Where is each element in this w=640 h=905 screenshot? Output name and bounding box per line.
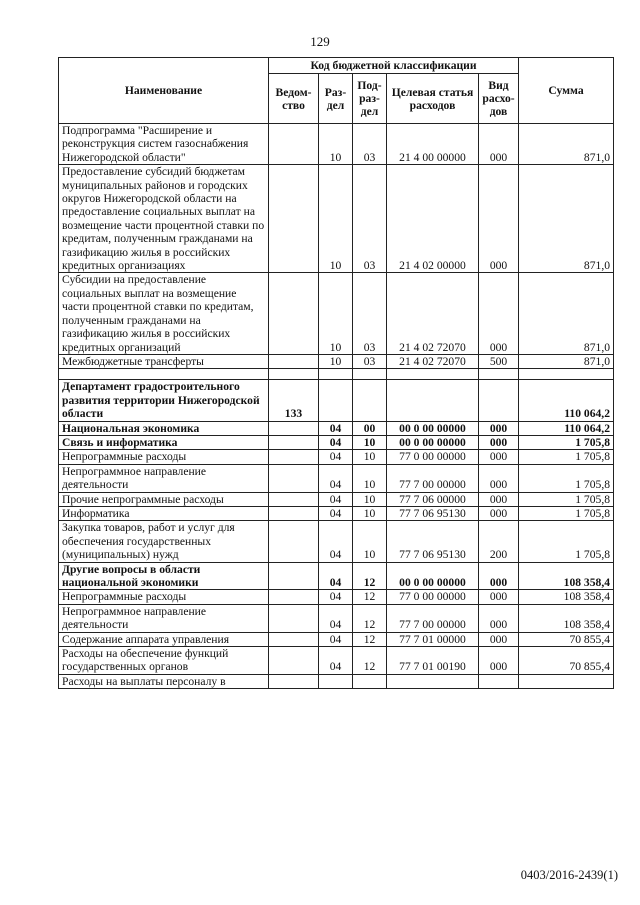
cell-vedomstvo	[269, 506, 319, 520]
cell-vedomstvo	[269, 674, 319, 688]
table-row	[59, 354, 614, 368]
table-row	[59, 435, 614, 449]
spacer-row	[59, 369, 614, 380]
cell-expense-type: 000	[479, 590, 519, 604]
table-row	[59, 464, 614, 492]
header-name: Наименование	[59, 58, 269, 124]
cell-sum: 1 705,8	[519, 464, 614, 492]
cell-podrazdel: 12	[353, 647, 387, 675]
cell-target-article: 00 0 00 00000	[387, 562, 479, 590]
cell-podrazdel: 12	[353, 590, 387, 604]
cell-sum: 70 855,4	[519, 647, 614, 675]
table-row	[59, 632, 614, 646]
cell-target-article: 21 4 02 00000	[387, 165, 479, 273]
cell-expense-type: 000	[479, 165, 519, 273]
cell-podrazdel: 03	[353, 124, 387, 165]
cell-vedomstvo	[269, 492, 319, 506]
cell-name: Межбюджетные трансферты	[59, 354, 269, 368]
cell-expense-type: 000	[479, 273, 519, 354]
page-number: 129	[310, 34, 330, 49]
cell-name: Связь и информатика	[59, 435, 269, 449]
cell-podrazdel: 12	[353, 604, 387, 632]
cell-expense-type: 000	[479, 647, 519, 675]
header-podrazdel: Под-раз-дел	[353, 74, 387, 124]
cell-razdel: 10	[319, 124, 353, 165]
cell-expense-type: 000	[479, 124, 519, 165]
cell-expense-type: 000	[479, 492, 519, 506]
table-row	[59, 506, 614, 520]
table-row	[59, 124, 614, 165]
empty-cell	[319, 369, 353, 380]
cell-vedomstvo	[269, 124, 319, 165]
cell-name: Прочие непрограммные расходы	[59, 492, 269, 506]
cell-name: Предоставление субсидий бюджетам муниципальных районов и городских округов Нижегородской области на предоставление социальных выплат на возмещение части процентной ставки по кредитам, полученным гражданами на газификацию жилья в российских кредитных организациях	[59, 165, 269, 273]
cell-podrazdel: 03	[353, 165, 387, 273]
table-row	[59, 273, 614, 354]
cell-sum: 1 705,8	[519, 506, 614, 520]
table-row	[59, 590, 614, 604]
cell-razdel	[319, 674, 353, 688]
header-classification-code: Код бюджетной классификации	[269, 58, 519, 74]
cell-sum: 1 705,8	[519, 435, 614, 449]
cell-expense-type: 000	[479, 435, 519, 449]
cell-target-article	[387, 674, 479, 688]
cell-podrazdel	[353, 674, 387, 688]
cell-razdel: 04	[319, 450, 353, 464]
cell-sum: 871,0	[519, 354, 614, 368]
cell-razdel: 04	[319, 562, 353, 590]
cell-target-article: 77 0 00 00000	[387, 450, 479, 464]
cell-razdel: 04	[319, 421, 353, 435]
cell-sum	[519, 674, 614, 688]
cell-name: Другие вопросы в области национальной экономики	[59, 562, 269, 590]
cell-expense-type	[479, 380, 519, 421]
cell-vedomstvo	[269, 562, 319, 590]
cell-target-article: 21 4 02 72070	[387, 354, 479, 368]
cell-razdel: 04	[319, 647, 353, 675]
cell-expense-type: 200	[479, 521, 519, 562]
cell-sum: 110 064,2	[519, 421, 614, 435]
cell-vedomstvo	[269, 590, 319, 604]
empty-cell	[387, 369, 479, 380]
cell-sum: 871,0	[519, 165, 614, 273]
cell-name: Расходы на выплаты персоналу в	[59, 674, 269, 688]
cell-razdel: 04	[319, 521, 353, 562]
cell-razdel: 10	[319, 165, 353, 273]
cell-razdel: 10	[319, 354, 353, 368]
table-row	[59, 674, 614, 688]
cell-target-article: 00 0 00 00000	[387, 421, 479, 435]
cell-sum: 108 358,4	[519, 590, 614, 604]
cell-name: Информатика	[59, 506, 269, 520]
cell-podrazdel: 10	[353, 450, 387, 464]
cell-target-article: 77 0 00 00000	[387, 590, 479, 604]
cell-razdel: 04	[319, 464, 353, 492]
cell-target-article: 77 7 06 00000	[387, 492, 479, 506]
cell-expense-type: 000	[479, 464, 519, 492]
cell-vedomstvo	[269, 165, 319, 273]
cell-podrazdel: 12	[353, 632, 387, 646]
cell-sum: 70 855,4	[519, 632, 614, 646]
cell-razdel: 04	[319, 590, 353, 604]
cell-sum: 871,0	[519, 273, 614, 354]
cell-target-article: 21 4 00 00000	[387, 124, 479, 165]
header-razdel: Раз-дел	[319, 74, 353, 124]
budget-classification-table	[58, 57, 614, 689]
cell-target-article: 77 7 01 00000	[387, 632, 479, 646]
cell-target-article	[387, 380, 479, 421]
cell-name: Непрограммные расходы	[59, 450, 269, 464]
cell-podrazdel: 03	[353, 354, 387, 368]
cell-vedomstvo: 133	[269, 380, 319, 421]
cell-podrazdel: 12	[353, 562, 387, 590]
cell-podrazdel: 10	[353, 506, 387, 520]
cell-target-article: 77 7 01 00190	[387, 647, 479, 675]
cell-sum: 108 358,4	[519, 562, 614, 590]
header-vedomstvo: Ведом-ство	[269, 74, 319, 124]
cell-podrazdel: 10	[353, 521, 387, 562]
cell-expense-type: 000	[479, 632, 519, 646]
cell-vedomstvo	[269, 273, 319, 354]
cell-razdel	[319, 380, 353, 421]
document-code: 0403/2016-2439(1)	[520, 868, 618, 882]
cell-target-article: 21 4 02 72070	[387, 273, 479, 354]
cell-name: Расходы на обеспечение функций государственных органов	[59, 647, 269, 675]
cell-expense-type: 000	[479, 506, 519, 520]
table-row	[59, 604, 614, 632]
table-row	[59, 380, 614, 421]
cell-podrazdel: 10	[353, 435, 387, 449]
cell-name: Национальная экономика	[59, 421, 269, 435]
cell-expense-type: 500	[479, 354, 519, 368]
cell-name: Непрограммные расходы	[59, 590, 269, 604]
cell-target-article: 77 7 06 95130	[387, 521, 479, 562]
cell-razdel: 04	[319, 632, 353, 646]
table-row	[59, 492, 614, 506]
empty-cell	[269, 369, 319, 380]
cell-podrazdel: 00	[353, 421, 387, 435]
cell-name: Непрограммное направление деятельности	[59, 464, 269, 492]
cell-podrazdel	[353, 380, 387, 421]
table-row	[59, 521, 614, 562]
cell-expense-type: 000	[479, 562, 519, 590]
cell-expense-type: 000	[479, 421, 519, 435]
table-row	[59, 450, 614, 464]
cell-vedomstvo	[269, 632, 319, 646]
header-target-article: Целевая статья расходов	[387, 74, 479, 124]
table-row	[59, 421, 614, 435]
cell-razdel: 10	[319, 273, 353, 354]
cell-razdel: 04	[319, 506, 353, 520]
cell-sum: 1 705,8	[519, 492, 614, 506]
cell-expense-type: 000	[479, 604, 519, 632]
cell-vedomstvo	[269, 421, 319, 435]
empty-cell	[59, 369, 269, 380]
header-sum: Сумма	[519, 58, 614, 124]
table-row	[59, 165, 614, 273]
cell-vedomstvo	[269, 354, 319, 368]
cell-razdel: 04	[319, 604, 353, 632]
cell-vedomstvo	[269, 521, 319, 562]
table-body	[59, 124, 614, 689]
cell-vedomstvo	[269, 464, 319, 492]
table-row	[59, 647, 614, 675]
cell-sum: 110 064,2	[519, 380, 614, 421]
cell-podrazdel: 03	[353, 273, 387, 354]
cell-target-article: 77 7 00 00000	[387, 604, 479, 632]
cell-name: Содержание аппарата управления	[59, 632, 269, 646]
cell-podrazdel: 10	[353, 464, 387, 492]
cell-name: Непрограммное направление деятельности	[59, 604, 269, 632]
cell-vedomstvo	[269, 647, 319, 675]
table-row	[59, 562, 614, 590]
cell-vedomstvo	[269, 435, 319, 449]
cell-target-article: 77 7 00 00000	[387, 464, 479, 492]
cell-sum: 1 705,8	[519, 450, 614, 464]
empty-cell	[353, 369, 387, 380]
cell-vedomstvo	[269, 604, 319, 632]
cell-sum: 871,0	[519, 124, 614, 165]
cell-sum: 1 705,8	[519, 521, 614, 562]
empty-cell	[519, 369, 614, 380]
cell-sum: 108 358,4	[519, 604, 614, 632]
cell-name: Субсидии на предоставление социальных выплат на возмещение части процентной ставки по кредитам, полученным гражданами на газификацию жилья в российских кредитных организаций	[59, 273, 269, 354]
header-expense-type: Вид расхо-дов	[479, 74, 519, 124]
cell-vedomstvo	[269, 450, 319, 464]
cell-name: Подпрограмма "Расширение и реконструкция систем газоснабжения Нижегородской области"	[59, 124, 269, 165]
cell-expense-type: 000	[479, 450, 519, 464]
cell-target-article: 00 0 00 00000	[387, 435, 479, 449]
cell-name: Департамент градостроительного развития территории Нижегородской области	[59, 380, 269, 421]
cell-name: Закупка товаров, работ и услуг для обеспечения государственных (муниципальных) нужд	[59, 521, 269, 562]
empty-cell	[479, 369, 519, 380]
cell-target-article: 77 7 06 95130	[387, 506, 479, 520]
cell-podrazdel: 10	[353, 492, 387, 506]
cell-razdel: 04	[319, 435, 353, 449]
cell-expense-type	[479, 674, 519, 688]
cell-razdel: 04	[319, 492, 353, 506]
